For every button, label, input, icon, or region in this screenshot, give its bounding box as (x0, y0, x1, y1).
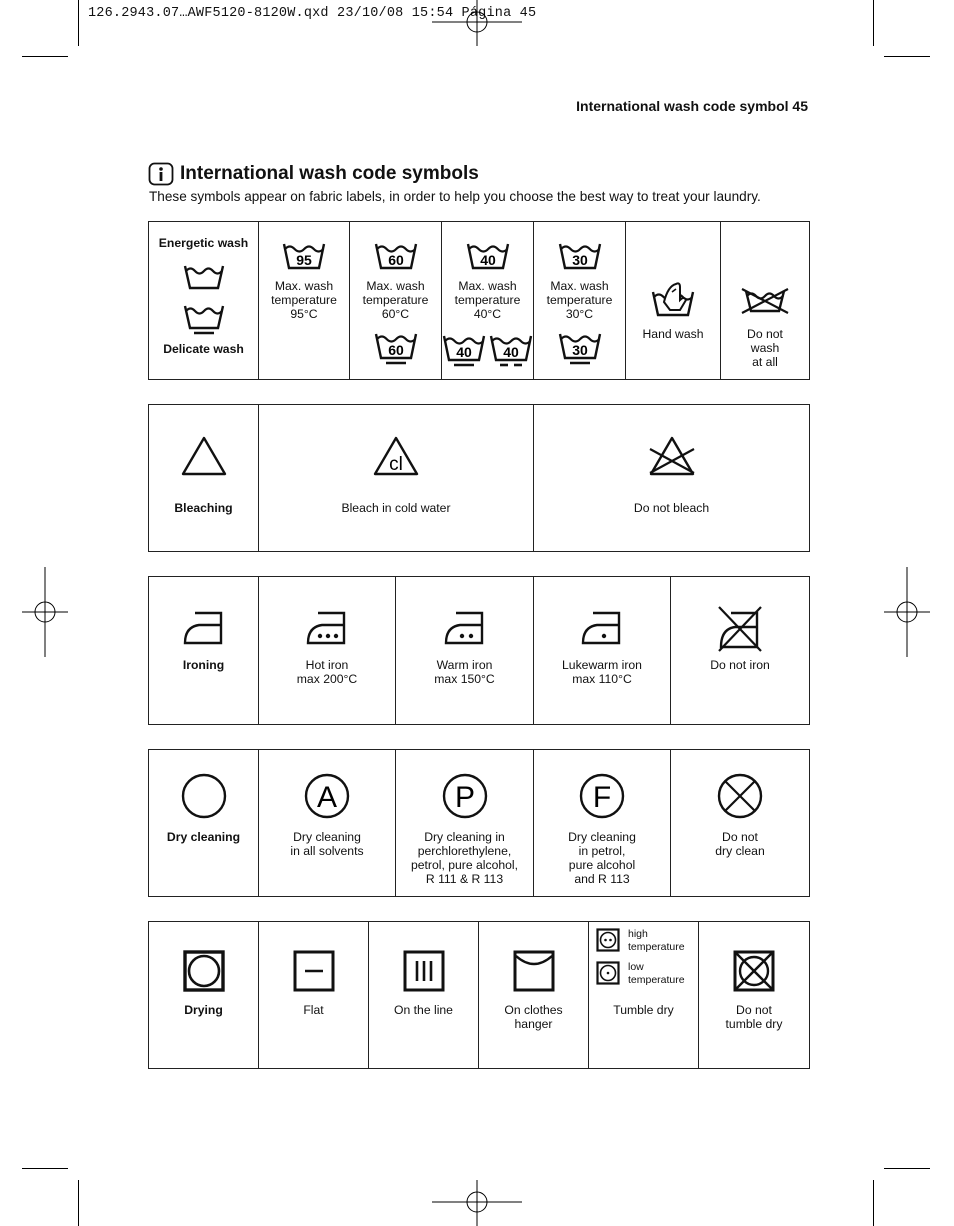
bleach-cold-water-label: Bleach in cold water (341, 501, 451, 515)
wash-cell-60 (350, 222, 441, 379)
delicate-wash-icon (182, 302, 226, 336)
crop-mark (873, 0, 874, 46)
svg-text:30: 30 (571, 342, 588, 358)
wash-cell-30 (534, 222, 625, 379)
wash-60-delicate-icon (373, 330, 419, 366)
flat-dry-icon (293, 950, 335, 992)
crop-mark (884, 1168, 930, 1169)
wash-30-label: Max. wash temperature 30°C (546, 279, 613, 321)
bleaching-title: Bleaching (174, 501, 233, 515)
crop-mark (884, 56, 930, 57)
do-not-wash-cell (721, 222, 809, 379)
dry-cleaning-table (148, 749, 810, 897)
hanger-dry-icon (513, 950, 555, 992)
wash-40-icon (465, 240, 511, 270)
hand-wash-icon (650, 280, 696, 318)
line-dry-icon (403, 950, 445, 992)
svg-text:40: 40 (479, 252, 496, 268)
bleaching-table (148, 404, 810, 552)
energetic-wash-icon (182, 262, 226, 290)
section-title (148, 162, 479, 186)
do-not-tumble-dry-label: Do not tumble dry (725, 1003, 783, 1031)
washing-table (148, 221, 810, 380)
intro-text: These symbols appear on fabric labels, in order to help you choose the best way to treat your laundry. (149, 189, 761, 204)
svg-text:60: 60 (387, 252, 404, 268)
wash-40-delicate-icon (442, 332, 486, 368)
svg-text:60: 60 (387, 342, 404, 358)
svg-text:P: P (454, 781, 475, 814)
wash-60-label: Max. wash temperature 60°C (362, 279, 429, 321)
tumble-low-label: low temperature (628, 961, 685, 986)
svg-text:95: 95 (296, 252, 312, 268)
svg-text:40: 40 (456, 344, 472, 360)
do-not-iron-icon (715, 605, 765, 653)
flat-dry-label: Flat (303, 1003, 324, 1017)
energetic-wash-label: Energetic wash (158, 236, 249, 250)
dry-cleaning-title: Dry cleaning (166, 830, 241, 844)
hand-wash-cell (626, 222, 720, 379)
hot-iron-label: Hot iron max 200°C (296, 658, 358, 686)
dry-clean-f-icon (578, 772, 626, 820)
dry-cleaning-icon (180, 772, 228, 820)
warm-iron-label: Warm iron max 150°C (434, 658, 495, 686)
wash-30-icon (557, 240, 603, 270)
wash-cell-95 (259, 222, 349, 379)
do-not-iron-label: Do not iron (710, 658, 770, 672)
registration-mark (432, 0, 522, 46)
crop-mark (78, 1180, 79, 1226)
warm-iron-icon (442, 609, 488, 645)
crop-mark (873, 1180, 874, 1226)
lukewarm-iron-label: Lukewarm iron max 110°C (562, 658, 642, 686)
dry-clean-p-label: Dry cleaning in perchlorethylene, petrol, pure alcohol, R 111 & R 113 (410, 830, 519, 886)
drying-icon (183, 950, 225, 992)
registration-mark (432, 1180, 522, 1226)
svg-text:30: 30 (571, 252, 588, 268)
hot-iron-icon (304, 609, 350, 645)
ironing-icon (181, 609, 227, 645)
svg-text:A: A (316, 781, 338, 814)
dry-clean-f-label: Dry cleaning in petrol, pure alcohol and R 113 (568, 830, 636, 886)
registration-mark (884, 567, 930, 657)
wash-cell-40 (442, 222, 533, 379)
tumble-high-label: high temperature (628, 928, 685, 953)
do-not-bleach-label: Do not bleach (633, 501, 710, 515)
crop-mark (22, 56, 68, 57)
crop-mark (22, 1168, 68, 1169)
dry-clean-a-icon (303, 772, 351, 820)
line-dry-label: On the line (394, 1003, 453, 1017)
dry-clean-p-icon (441, 772, 489, 820)
ironing-table (148, 576, 810, 725)
do-not-dry-clean-icon (716, 772, 764, 820)
wash-60-icon (373, 240, 419, 270)
file-slug: 126.2943.07…AWF5120-8120W.qxd 23/10/08 15:54 Página 45 (88, 6, 537, 21)
do-not-tumble-dry-icon (733, 950, 775, 992)
ironing-title: Ironing (182, 658, 225, 672)
tumble-dry-label: Tumble dry (613, 1003, 674, 1017)
svg-text:F: F (592, 781, 612, 814)
tumble-low-icon (596, 961, 620, 985)
do-not-dry-clean-label: Do not dry clean (715, 830, 765, 858)
do-not-wash-label: Do not wash at all (747, 327, 783, 369)
wash-40-very-delicate-icon (489, 332, 533, 368)
wash-30-delicate-icon (557, 330, 603, 366)
running-head: International wash code symbol 45 (576, 98, 808, 114)
wash-40-label: Max. wash temperature 40°C (454, 279, 521, 321)
do-not-bleach-icon (646, 435, 698, 477)
do-not-wash-icon (740, 287, 790, 315)
wash-95-icon (281, 240, 327, 270)
section-title-text: International wash code symbols (180, 163, 479, 184)
lukewarm-iron-icon (579, 609, 625, 645)
registration-mark (22, 567, 68, 657)
tumble-high-icon (596, 928, 620, 952)
bleaching-icon (180, 435, 228, 477)
svg-text:cl: cl (389, 454, 403, 475)
delicate-wash-label: Delicate wash (163, 342, 244, 356)
crop-mark (78, 0, 79, 46)
wash-95-label: Max. wash temperature 95°C (271, 279, 337, 321)
info-icon (148, 162, 174, 186)
bleach-cold-water-icon (372, 435, 420, 477)
svg-text:40: 40 (503, 344, 519, 360)
drying-title: Drying (184, 1003, 223, 1017)
drying-table (148, 921, 810, 1069)
dry-clean-a-label: Dry cleaning in all solvents (290, 830, 364, 858)
hand-wash-label: Hand wash (642, 327, 704, 341)
hanger-dry-label: On clothes hanger (504, 1003, 563, 1031)
